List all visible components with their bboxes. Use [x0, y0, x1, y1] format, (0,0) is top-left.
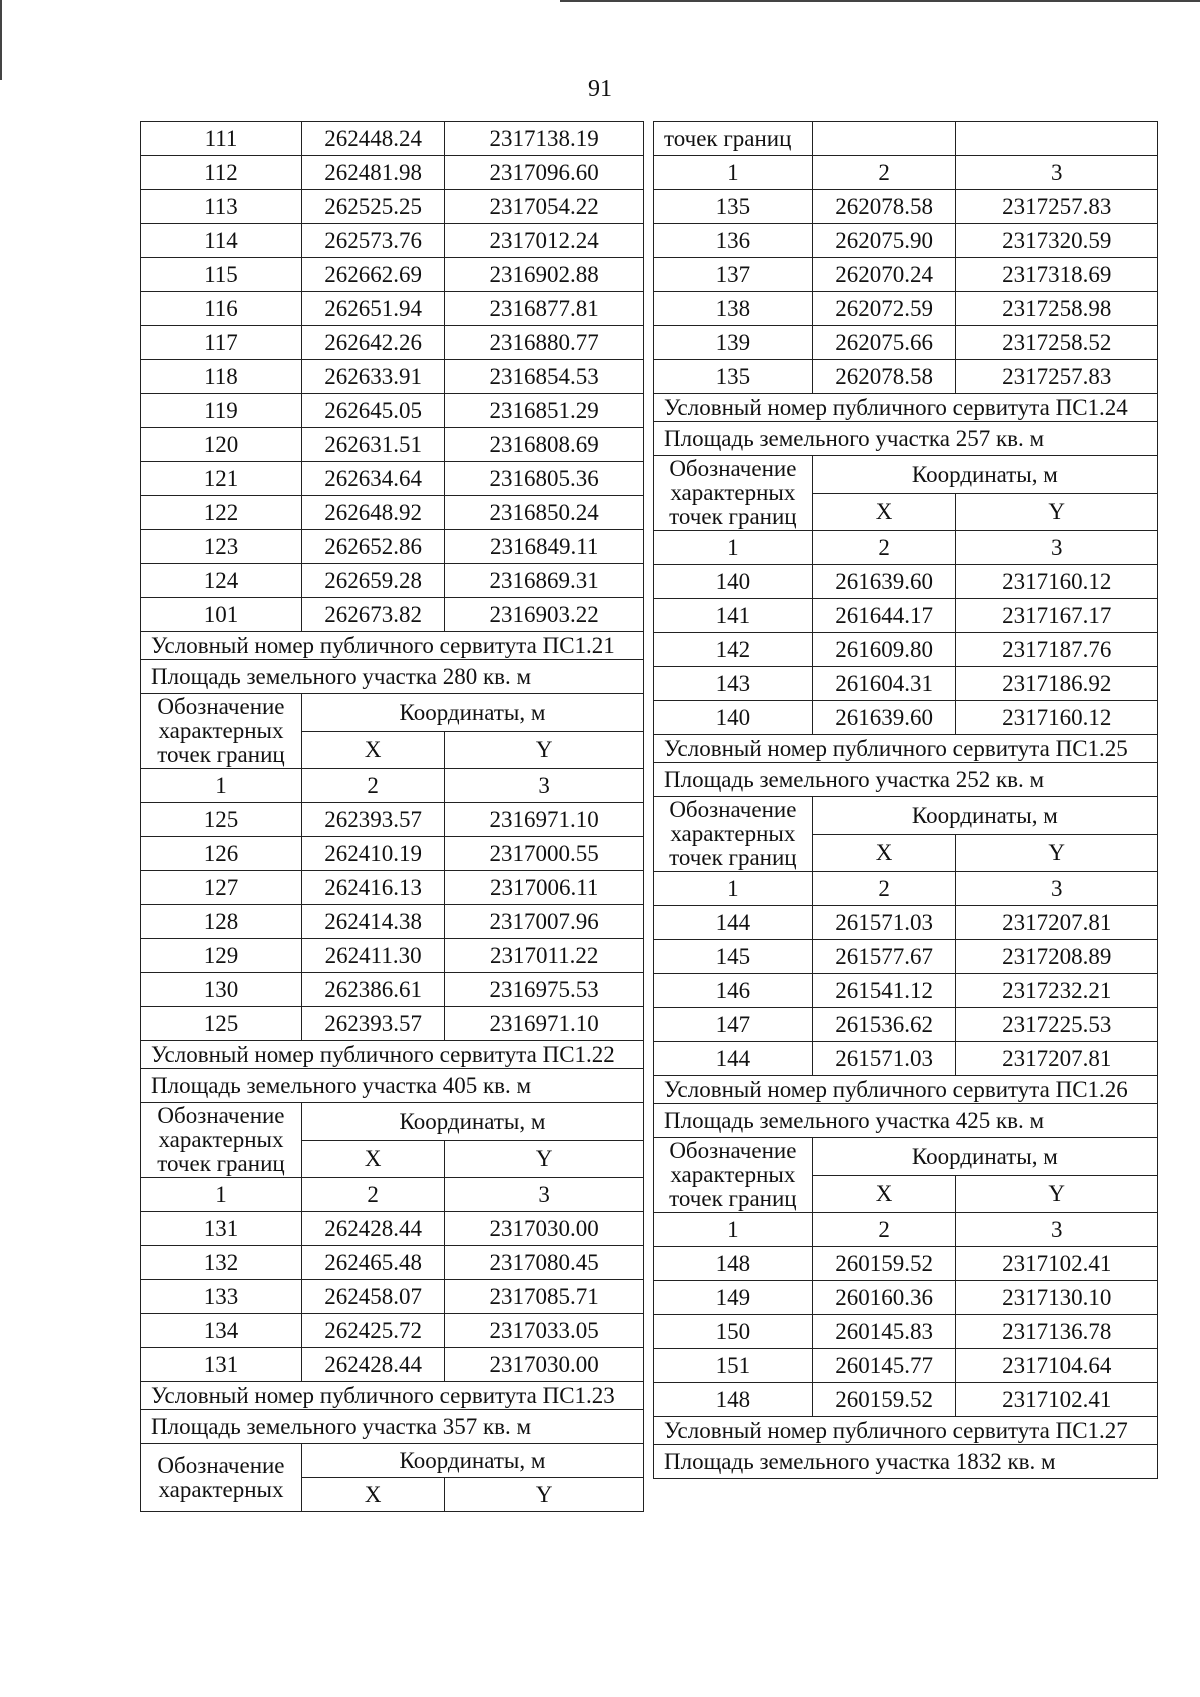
- point-number-cell: 147: [654, 1008, 813, 1042]
- y-coordinate-cell: 2317186.92: [956, 667, 1158, 701]
- y-header: Y: [445, 1478, 644, 1512]
- servitude-number-row: [141, 1041, 644, 1069]
- y-coordinate-cell: 2317006.11: [445, 871, 644, 905]
- y-coordinate-cell: 2317167.17: [956, 599, 1158, 633]
- table-row: [654, 360, 1158, 394]
- x-coordinate-cell: 261536.62: [812, 1008, 956, 1042]
- y-coordinate-cell: 2317160.12: [956, 701, 1158, 735]
- point-designation-header: Обозначение характерных: [141, 1444, 302, 1512]
- column-number-row: [654, 1213, 1158, 1247]
- header-row: [141, 1103, 644, 1141]
- x-header: X: [301, 731, 444, 769]
- point-number-cell: 131: [141, 1212, 302, 1246]
- y-coordinate-cell: 2316975.53: [445, 973, 644, 1007]
- table-row: [141, 803, 644, 837]
- point-number-cell: 126: [141, 837, 302, 871]
- point-number-cell: 134: [141, 1314, 302, 1348]
- point-number-cell: 151: [654, 1349, 813, 1383]
- table-row: [141, 190, 644, 224]
- x-coordinate-cell: 262078.58: [812, 360, 956, 394]
- x-header: X: [301, 1140, 444, 1178]
- point-number-cell: 140: [654, 565, 813, 599]
- point-number-cell: 135: [654, 190, 813, 224]
- table-row: [654, 701, 1158, 735]
- x-coordinate-cell: 262416.13: [301, 871, 444, 905]
- y-coordinate-cell: 2317225.53: [956, 1008, 1158, 1042]
- x-coordinate-cell: 262078.58: [812, 190, 956, 224]
- table-row: [141, 122, 644, 156]
- x-coordinate-cell: 260145.83: [812, 1315, 956, 1349]
- plot-area-cell: Площадь земельного участка 425 кв. м: [654, 1104, 1158, 1138]
- continued-header-row: [654, 122, 1158, 156]
- y-coordinate-cell: 2316877.81: [445, 292, 644, 326]
- table-row: [141, 871, 644, 905]
- y-coordinate-cell: 2317320.59: [956, 224, 1158, 258]
- y-coordinate-cell: 2317136.78: [956, 1315, 1158, 1349]
- point-number-cell: 145: [654, 940, 813, 974]
- column-number-row: [654, 872, 1158, 906]
- point-number-cell: 113: [141, 190, 302, 224]
- x-coordinate-cell: 262631.51: [301, 428, 444, 462]
- plot-area-row: [654, 1445, 1158, 1479]
- point-number-cell: 130: [141, 973, 302, 1007]
- header-row: [654, 797, 1158, 835]
- table-row: [654, 1008, 1158, 1042]
- coordinates-header: Координаты, м: [301, 1444, 643, 1478]
- servitude-number-row: [654, 1417, 1158, 1445]
- plot-area-row: [141, 1410, 644, 1444]
- servitude-number-row: [654, 1076, 1158, 1104]
- point-number-cell: 146: [654, 974, 813, 1008]
- header-row: [141, 1444, 644, 1478]
- y-coordinate-cell: 2317000.55: [445, 837, 644, 871]
- point-number-cell: 120: [141, 428, 302, 462]
- x-coordinate-cell: 262072.59: [812, 292, 956, 326]
- x-coordinate-cell: 262428.44: [301, 1348, 444, 1382]
- x-coordinate-cell: 262393.57: [301, 803, 444, 837]
- column-number-1: 1: [654, 531, 813, 565]
- y-coordinate-cell: 2316869.31: [445, 564, 644, 598]
- table-row: [141, 360, 644, 394]
- y-coordinate-cell: 2316849.11: [445, 530, 644, 564]
- point-number-cell: 101: [141, 598, 302, 632]
- point-number-cell: 114: [141, 224, 302, 258]
- table-row: [654, 190, 1158, 224]
- plot-area-row: [654, 763, 1158, 797]
- table-row: [141, 224, 644, 258]
- plot-area-cell: Площадь земельного участка 357 кв. м: [141, 1410, 644, 1444]
- y-coordinate-cell: 2317104.64: [956, 1349, 1158, 1383]
- header-row: [654, 456, 1158, 494]
- x-coordinate-cell: 261577.67: [812, 940, 956, 974]
- x-coordinate-cell: 262410.19: [301, 837, 444, 871]
- y-header: Y: [956, 493, 1158, 531]
- x-coordinate-cell: 262075.66: [812, 326, 956, 360]
- point-number-cell: 148: [654, 1247, 813, 1281]
- y-coordinate-cell: 2317207.81: [956, 906, 1158, 940]
- x-coordinate-cell: 261604.31: [812, 667, 956, 701]
- point-number-cell: 150: [654, 1315, 813, 1349]
- point-number-cell: 123: [141, 530, 302, 564]
- point-number-cell: 140: [654, 701, 813, 735]
- x-coordinate-cell: 262458.07: [301, 1280, 444, 1314]
- x-coordinate-cell: 262481.98: [301, 156, 444, 190]
- y-coordinate-cell: 2317030.00: [445, 1212, 644, 1246]
- plot-area-row: [654, 422, 1158, 456]
- right-column: [653, 121, 1158, 1479]
- y-coordinate-cell: 2317257.83: [956, 190, 1158, 224]
- x-coordinate-cell: 262428.44: [301, 1212, 444, 1246]
- servitude-number-row: [654, 735, 1158, 763]
- column-number-2: 2: [812, 872, 956, 906]
- table-row: [654, 1349, 1158, 1383]
- x-coordinate-cell: 261571.03: [812, 906, 956, 940]
- point-number-cell: 144: [654, 906, 813, 940]
- column-number-3: 3: [956, 1213, 1158, 1247]
- table-row: [654, 599, 1158, 633]
- column-number-3: 3: [956, 156, 1158, 190]
- point-number-cell: 129: [141, 939, 302, 973]
- x-coordinate-cell: 261609.80: [812, 633, 956, 667]
- column-number-3: 3: [956, 531, 1158, 565]
- plot-area-row: [141, 1069, 644, 1103]
- table-row: [654, 940, 1158, 974]
- x-coordinate-cell: 260159.52: [812, 1383, 956, 1417]
- column-number-1: 1: [141, 1178, 302, 1212]
- point-number-cell: 124: [141, 564, 302, 598]
- x-header: X: [812, 834, 956, 872]
- point-number-cell: 149: [654, 1281, 813, 1315]
- y-coordinate-cell: 2317258.52: [956, 326, 1158, 360]
- servitude-number-cell: Условный номер публичного сервитута ПС1.23: [141, 1382, 644, 1410]
- coordinates-table-left: [140, 121, 644, 1512]
- x-coordinate-cell: 261639.60: [812, 701, 956, 735]
- y-coordinate-cell: 2316854.53: [445, 360, 644, 394]
- table-row: [141, 564, 644, 598]
- y-coordinate-cell: 2316880.77: [445, 326, 644, 360]
- x-coordinate-cell: 260159.52: [812, 1247, 956, 1281]
- table-row: [654, 667, 1158, 701]
- column-number-3: 3: [445, 769, 644, 803]
- y-coordinate-cell: 2316850.24: [445, 496, 644, 530]
- coordinates-table-right: [653, 121, 1158, 1479]
- x-coordinate-cell: 260160.36: [812, 1281, 956, 1315]
- y-coordinate-cell: 2317033.05: [445, 1314, 644, 1348]
- table-row: [141, 1246, 644, 1280]
- point-number-cell: 111: [141, 122, 302, 156]
- x-coordinate-cell: 260145.77: [812, 1349, 956, 1383]
- point-number-cell: 142: [654, 633, 813, 667]
- table-row: [654, 1281, 1158, 1315]
- servitude-number-cell: Условный номер публичного сервитута ПС1.22: [141, 1041, 644, 1069]
- y-coordinate-cell: 2317007.96: [445, 905, 644, 939]
- x-coordinate-cell: 262414.38: [301, 905, 444, 939]
- table-row: [654, 1315, 1158, 1349]
- y-coordinate-cell: 2317257.83: [956, 360, 1158, 394]
- servitude-number-row: [654, 394, 1158, 422]
- point-number-cell: 135: [654, 360, 813, 394]
- scan-edge-left: [0, 0, 2, 80]
- point-number-cell: 117: [141, 326, 302, 360]
- header-row: [141, 694, 644, 732]
- y-coordinate-cell: 2317030.00: [445, 1348, 644, 1382]
- plot-area-cell: Площадь земельного участка 252 кв. м: [654, 763, 1158, 797]
- y-coordinate-cell: 2317138.19: [445, 122, 644, 156]
- x-coordinate-cell: 262393.57: [301, 1007, 444, 1041]
- y-coordinate-cell: 2317054.22: [445, 190, 644, 224]
- point-number-cell: 144: [654, 1042, 813, 1076]
- table-row: [654, 565, 1158, 599]
- plot-area-cell: Площадь земельного участка 1832 кв. м: [654, 1445, 1158, 1479]
- table-row: [654, 1247, 1158, 1281]
- plot-area-row: [141, 660, 644, 694]
- point-number-cell: 122: [141, 496, 302, 530]
- y-coordinate-cell: 2317207.81: [956, 1042, 1158, 1076]
- y-header: Y: [956, 834, 1158, 872]
- x-coordinate-cell: 261644.17: [812, 599, 956, 633]
- table-row: [654, 326, 1158, 360]
- point-number-cell: 136: [654, 224, 813, 258]
- y-coordinate-cell: 2317080.45: [445, 1246, 644, 1280]
- y-header: Y: [956, 1175, 1158, 1213]
- x-coordinate-cell: 262075.90: [812, 224, 956, 258]
- y-coordinate-cell: 2317318.69: [956, 258, 1158, 292]
- x-coordinate-cell: 261571.03: [812, 1042, 956, 1076]
- plot-area-cell: Площадь земельного участка 405 кв. м: [141, 1069, 644, 1103]
- coordinates-header: Координаты, м: [301, 694, 643, 732]
- table-row: [141, 1007, 644, 1041]
- blank-header-cell: [812, 122, 956, 156]
- x-coordinate-cell: 262634.64: [301, 462, 444, 496]
- coordinates-header: Координаты, м: [812, 1138, 1157, 1176]
- point-number-cell: 133: [141, 1280, 302, 1314]
- table-row: [654, 633, 1158, 667]
- x-header: X: [812, 493, 956, 531]
- table-row: [141, 939, 644, 973]
- y-coordinate-cell: 2316805.36: [445, 462, 644, 496]
- point-number-cell: 138: [654, 292, 813, 326]
- column-number-2: 2: [301, 769, 444, 803]
- x-coordinate-cell: 262652.86: [301, 530, 444, 564]
- y-coordinate-cell: 2317258.98: [956, 292, 1158, 326]
- table-row: [654, 224, 1158, 258]
- point-number-cell: 132: [141, 1246, 302, 1280]
- y-header: Y: [445, 731, 644, 769]
- table-row: [141, 394, 644, 428]
- table-row: [141, 1280, 644, 1314]
- page-number: 91: [588, 76, 612, 102]
- point-number-cell: 141: [654, 599, 813, 633]
- y-coordinate-cell: 2317232.21: [956, 974, 1158, 1008]
- column-number-3: 3: [956, 872, 1158, 906]
- point-number-cell: 121: [141, 462, 302, 496]
- x-coordinate-cell: 262673.82: [301, 598, 444, 632]
- x-coordinate-cell: 262645.05: [301, 394, 444, 428]
- table-row: [141, 1348, 644, 1382]
- y-coordinate-cell: 2317011.22: [445, 939, 644, 973]
- y-coordinate-cell: 2317102.41: [956, 1247, 1158, 1281]
- x-coordinate-cell: 261639.60: [812, 565, 956, 599]
- table-row: [141, 326, 644, 360]
- coordinates-header: Координаты, м: [812, 456, 1157, 494]
- y-coordinate-cell: 2316971.10: [445, 803, 644, 837]
- x-header: X: [812, 1175, 956, 1213]
- column-number-2: 2: [812, 1213, 956, 1247]
- column-number-row: [141, 1178, 644, 1212]
- servitude-number-row: [141, 1382, 644, 1410]
- table-row: [654, 1383, 1158, 1417]
- column-number-2: 2: [812, 156, 956, 190]
- table-row: [141, 292, 644, 326]
- point-number-cell: 148: [654, 1383, 813, 1417]
- x-coordinate-cell: 261541.12: [812, 974, 956, 1008]
- point-number-cell: 115: [141, 258, 302, 292]
- y-coordinate-cell: 2317085.71: [445, 1280, 644, 1314]
- y-coordinate-cell: 2317012.24: [445, 224, 644, 258]
- x-coordinate-cell: 262642.26: [301, 326, 444, 360]
- column-number-1: 1: [654, 872, 813, 906]
- x-coordinate-cell: 262633.91: [301, 360, 444, 394]
- point-designation-header: Обозначение характерных точек границ: [654, 456, 813, 531]
- point-designation-header: Обозначение характерных точек границ: [141, 694, 302, 769]
- coordinates-header: Координаты, м: [301, 1103, 643, 1141]
- column-number-2: 2: [301, 1178, 444, 1212]
- x-coordinate-cell: 262386.61: [301, 973, 444, 1007]
- column-number-2: 2: [812, 531, 956, 565]
- x-coordinate-cell: 262070.24: [812, 258, 956, 292]
- column-number-1: 1: [654, 1213, 813, 1247]
- column-number-row: [654, 156, 1158, 190]
- servitude-number-cell: Условный номер публичного сервитута ПС1.25: [654, 735, 1158, 763]
- table-row: [654, 974, 1158, 1008]
- coordinates-header: Координаты, м: [812, 797, 1157, 835]
- point-number-cell: 118: [141, 360, 302, 394]
- servitude-number-cell: Условный номер публичного сервитута ПС1.24: [654, 394, 1158, 422]
- table-row: [654, 906, 1158, 940]
- table-row: [141, 156, 644, 190]
- table-row: [141, 1314, 644, 1348]
- plot-area-row: [654, 1104, 1158, 1138]
- y-coordinate-cell: 2316903.22: [445, 598, 644, 632]
- servitude-number-cell: Условный номер публичного сервитута ПС1.26: [654, 1076, 1158, 1104]
- point-designation-header: Обозначение характерных точек границ: [141, 1103, 302, 1178]
- table-row: [141, 462, 644, 496]
- servitude-number-cell: Условный номер публичного сервитута ПС1.21: [141, 632, 644, 660]
- table-row: [141, 496, 644, 530]
- point-number-cell: 143: [654, 667, 813, 701]
- table-row: [141, 530, 644, 564]
- point-number-cell: 116: [141, 292, 302, 326]
- servitude-number-row: [141, 632, 644, 660]
- servitude-number-cell: Условный номер публичного сервитута ПС1.27: [654, 1417, 1158, 1445]
- point-number-cell: 119: [141, 394, 302, 428]
- x-coordinate-cell: 262465.48: [301, 1246, 444, 1280]
- column-number-row: [654, 531, 1158, 565]
- table-row: [141, 598, 644, 632]
- point-number-cell: 137: [654, 258, 813, 292]
- x-coordinate-cell: 262448.24: [301, 122, 444, 156]
- y-coordinate-cell: 2317096.60: [445, 156, 644, 190]
- point-number-cell: 128: [141, 905, 302, 939]
- blank-header-cell: [956, 122, 1158, 156]
- x-coordinate-cell: 262651.94: [301, 292, 444, 326]
- y-coordinate-cell: 2317160.12: [956, 565, 1158, 599]
- x-header: X: [301, 1478, 444, 1512]
- x-coordinate-cell: 262425.72: [301, 1314, 444, 1348]
- x-coordinate-cell: 262659.28: [301, 564, 444, 598]
- point-number-cell: 131: [141, 1348, 302, 1382]
- point-designation-header-continued: точек границ: [654, 122, 813, 156]
- y-coordinate-cell: 2317208.89: [956, 940, 1158, 974]
- table-row: [654, 292, 1158, 326]
- header-row: [654, 1138, 1158, 1176]
- table-row: [141, 1212, 644, 1246]
- y-coordinate-cell: 2317130.10: [956, 1281, 1158, 1315]
- table-row: [141, 905, 644, 939]
- point-number-cell: 125: [141, 1007, 302, 1041]
- x-coordinate-cell: 262573.76: [301, 224, 444, 258]
- y-coordinate-cell: 2317187.76: [956, 633, 1158, 667]
- y-coordinate-cell: 2316851.29: [445, 394, 644, 428]
- x-coordinate-cell: 262411.30: [301, 939, 444, 973]
- y-coordinate-cell: 2316971.10: [445, 1007, 644, 1041]
- x-coordinate-cell: 262525.25: [301, 190, 444, 224]
- table-row: [141, 837, 644, 871]
- column-number-3: 3: [445, 1178, 644, 1212]
- point-number-cell: 112: [141, 156, 302, 190]
- plot-area-cell: Площадь земельного участка 257 кв. м: [654, 422, 1158, 456]
- y-header: Y: [445, 1140, 644, 1178]
- x-coordinate-cell: 262648.92: [301, 496, 444, 530]
- point-number-cell: 127: [141, 871, 302, 905]
- column-number-row: [141, 769, 644, 803]
- column-number-1: 1: [141, 769, 302, 803]
- table-row: [654, 258, 1158, 292]
- point-designation-header: Обозначение характерных точек границ: [654, 1138, 813, 1213]
- table-row: [141, 428, 644, 462]
- column-number-1: 1: [654, 156, 813, 190]
- x-coordinate-cell: 262662.69: [301, 258, 444, 292]
- table-row: [141, 973, 644, 1007]
- y-coordinate-cell: 2316808.69: [445, 428, 644, 462]
- plot-area-cell: Площадь земельного участка 280 кв. м: [141, 660, 644, 694]
- point-designation-header: Обозначение характерных точек границ: [654, 797, 813, 872]
- point-number-cell: 125: [141, 803, 302, 837]
- y-coordinate-cell: 2316902.88: [445, 258, 644, 292]
- table-row: [654, 1042, 1158, 1076]
- left-column: [140, 121, 644, 1512]
- y-coordinate-cell: 2317102.41: [956, 1383, 1158, 1417]
- table-row: [141, 258, 644, 292]
- scan-edge-top: [560, 0, 1200, 2]
- point-number-cell: 139: [654, 326, 813, 360]
